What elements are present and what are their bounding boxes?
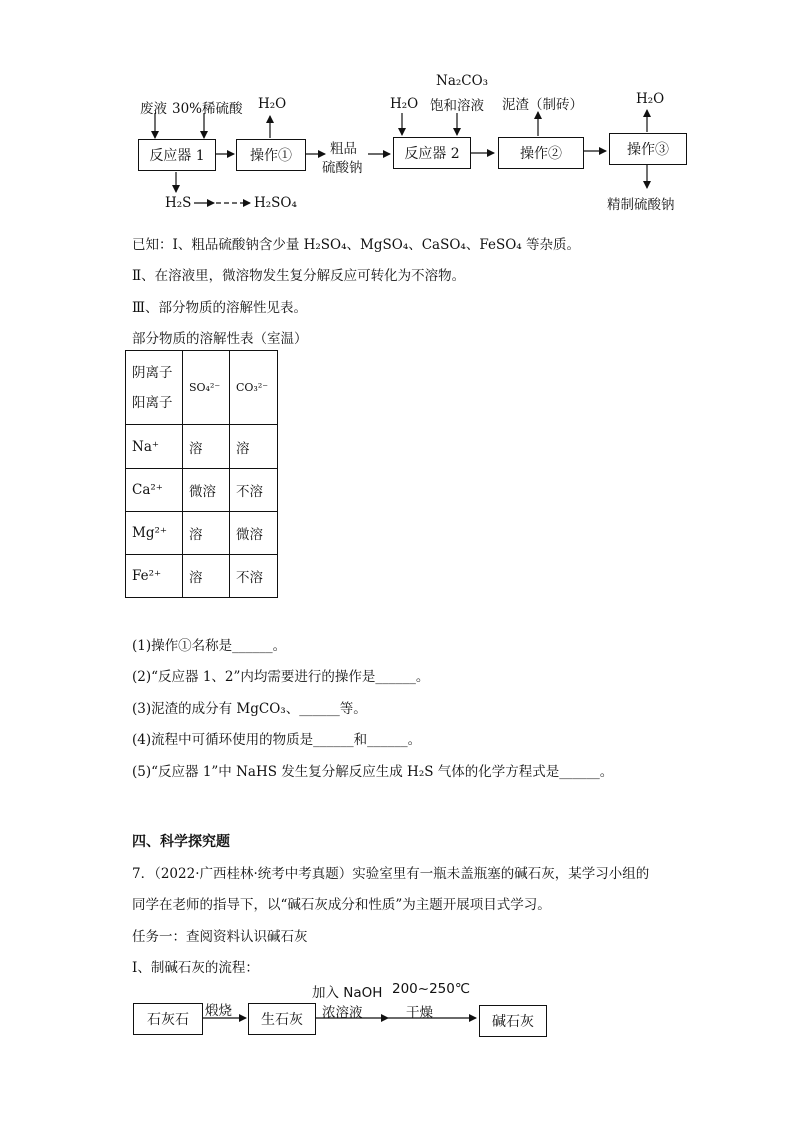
table-row [126, 512, 278, 555]
solubility-cell: 溶 [183, 425, 230, 469]
question-3: (3)泥渣的成分有 MgCO₃、______等。 [132, 701, 367, 717]
header-sulfate: SO₄²⁻ [183, 351, 230, 425]
table-title: 部分物质的溶解性表（室温） [132, 331, 308, 347]
solubility-cell: 溶 [183, 512, 230, 555]
question-7-line1: 7．（2022·广西桂林·统考中考真题）实验室里有一瓶未盖瓶塞的碱石灰，某学习小组的 [132, 866, 650, 882]
flow1-arrows [0, 0, 794, 230]
header-cation: 阳离子 [132, 394, 173, 411]
calcine-label: 煅烧 [205, 1003, 232, 1019]
dry-label: 干燥 [406, 1005, 433, 1021]
reactor-2-box: 反应器 2 [393, 137, 471, 169]
header-anion: 阴离子 [132, 364, 173, 381]
crude-label-line1: 粗品 [330, 141, 357, 157]
known-info-2: Ⅱ、在溶液里，微溶物发生复分解反应可转化为不溶物。 [132, 268, 466, 284]
add-naoh-label: 加入 NaOH [312, 985, 383, 1001]
cation-cell: Ca²⁺ [126, 469, 183, 512]
crude-label-line2: 硫酸钠 [322, 160, 363, 176]
h2s-label: H₂S [165, 195, 192, 211]
quicklime-box: 生石灰 [248, 1003, 316, 1035]
reactor-1-box: 反应器 1 [138, 139, 216, 171]
operation-1-box: 操作① [236, 139, 306, 171]
question-2: (2)“反应器 1、2”内均需要进行的操作是______。 [132, 669, 430, 685]
cation-cell: Fe²⁺ [126, 555, 183, 598]
solubility-cell: 微溶 [183, 469, 230, 512]
op3-water-output: H₂O [636, 91, 665, 107]
temperature-label: 200~250℃ [392, 981, 471, 997]
question-4: (4)流程中可循环使用的物质是______和______。 [132, 732, 422, 748]
table-header-row [126, 351, 278, 425]
refined-sodium-sulfate-label: 精制硫酸钠 [607, 197, 675, 213]
reactor2-water-input: H₂O [390, 96, 419, 112]
question-5: (5)“反应器 1”中 NaHS 发生复分解反应生成 H₂S 气体的化学方程式是______。 [132, 764, 614, 780]
saturated-solution-label: 饱和溶液 [430, 98, 484, 114]
op1-water-output: H₂O [258, 96, 287, 112]
input-dilute-sulfuric-acid: 30%稀硫酸 [172, 101, 243, 117]
question-7-line2: 同学在老师的指导下，以“碱石灰成分和性质”为主题开展项目式学习。 [132, 897, 551, 913]
na2co3-label: Na₂CO₃ [436, 73, 489, 89]
header-corner-cell [126, 351, 183, 425]
solubility-cell: 微溶 [230, 512, 278, 555]
cation-cell: Mg²⁺ [126, 512, 183, 555]
input-waste-liquid: 废液 [140, 101, 167, 117]
question-1: (1)操作①名称是______。 [132, 638, 287, 654]
section-heading: 四、科学探究题 [132, 834, 230, 850]
task-1-heading: 任务一：查阅资料认识碱石灰 [132, 929, 308, 945]
limestone-box: 石灰石 [133, 1003, 203, 1035]
concentrated-solution-label: 浓溶液 [322, 1005, 363, 1021]
table-row [126, 469, 278, 512]
known-info-3: Ⅲ、部分物质的溶解性见表。 [132, 300, 308, 316]
table-row [126, 425, 278, 469]
header-carbonate: CO₃²⁻ [230, 351, 278, 425]
known-info-1: 已知：Ⅰ、粗品硫酸钠含少量 H₂SO₄、MgSO₄、CaSO₄、FeSO₄ 等杂质。 [132, 237, 580, 253]
cation-cell: Na⁺ [126, 425, 183, 469]
solubility-table [125, 350, 278, 598]
soda-lime-box: 碱石灰 [479, 1005, 547, 1037]
solubility-cell: 溶 [183, 555, 230, 598]
sub-heading-process: Ⅰ、制碱石灰的流程： [132, 960, 259, 976]
mud-output-label: 泥渣（制砖） [502, 97, 583, 113]
solubility-cell: 不溶 [230, 469, 278, 512]
operation-3-box: 操作③ [609, 133, 687, 165]
h2so4-label: H₂SO₄ [254, 195, 297, 211]
solubility-cell: 溶 [230, 425, 278, 469]
operation-2-box: 操作② [498, 137, 584, 169]
solubility-cell: 不溶 [230, 555, 278, 598]
table-row [126, 555, 278, 598]
